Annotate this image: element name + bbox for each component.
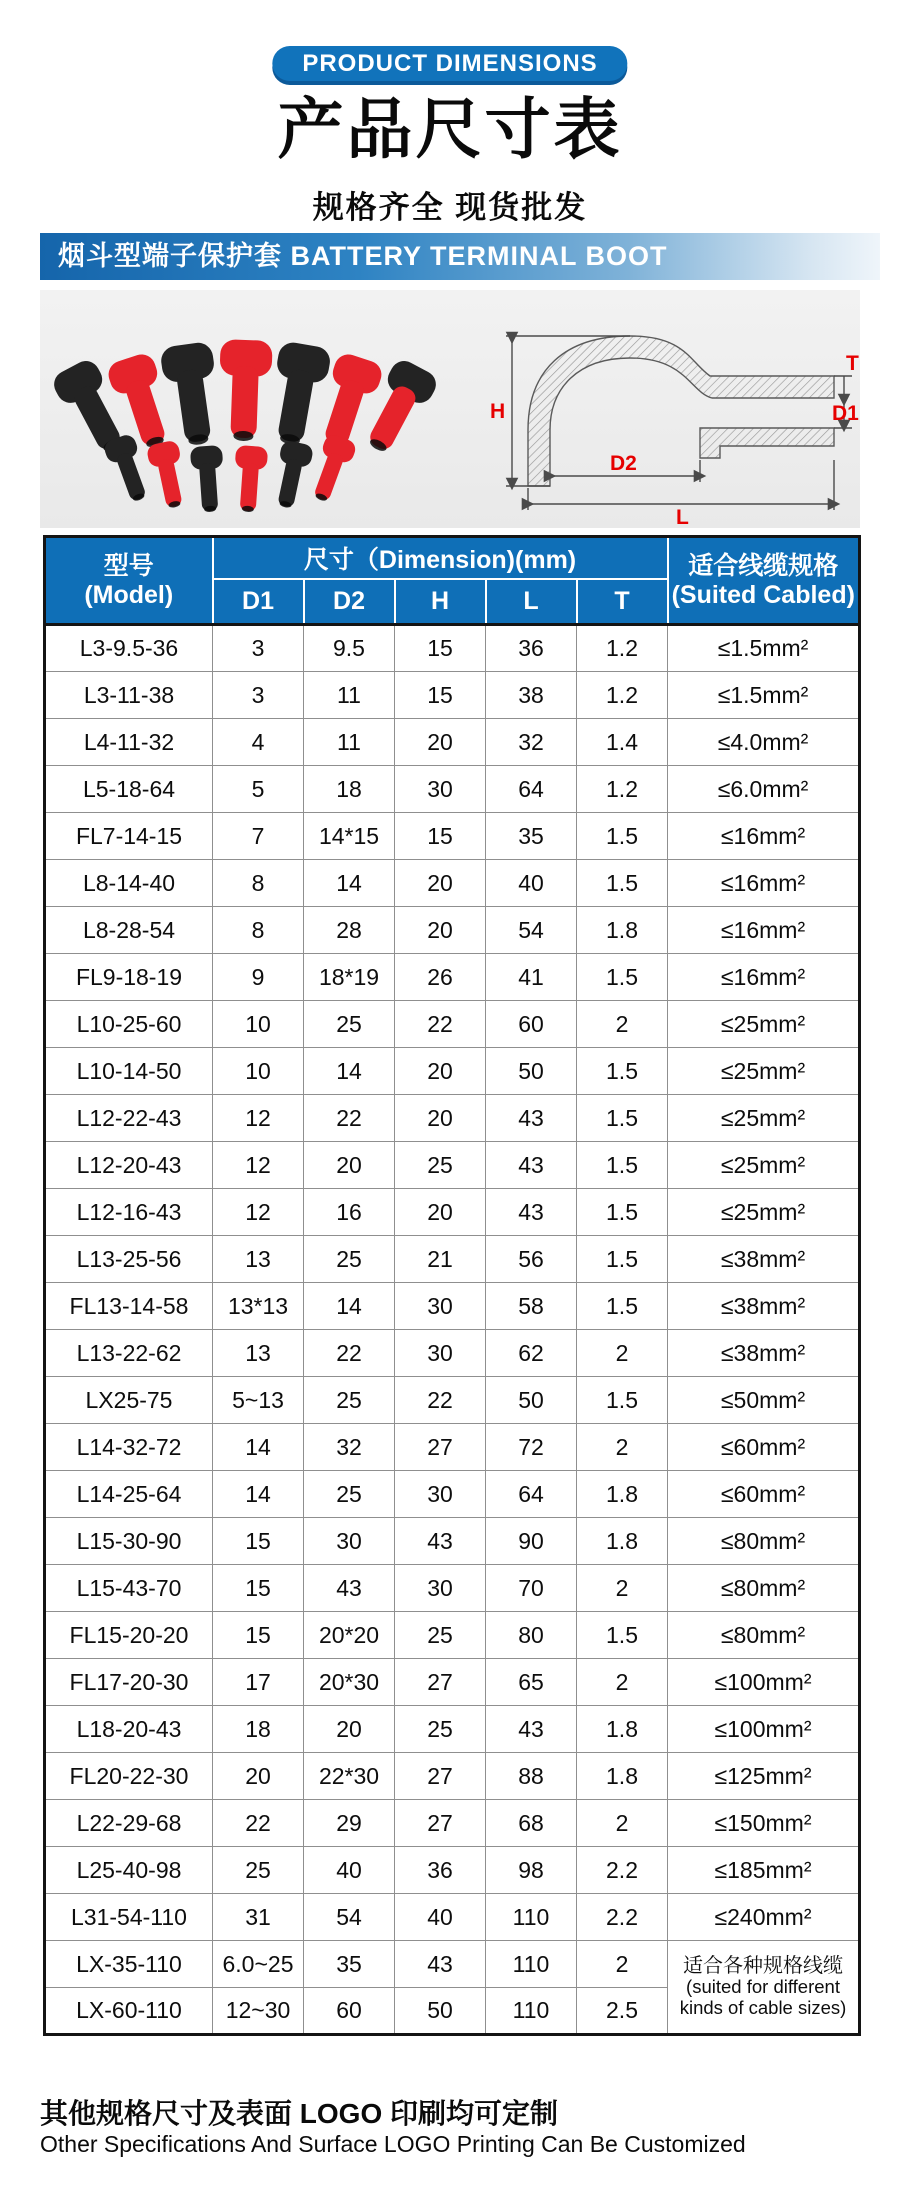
value-cell: 2 bbox=[577, 1659, 668, 1706]
value-cell: 20 bbox=[395, 860, 486, 907]
cable-header-zh: 适合线缆规格 bbox=[688, 551, 839, 580]
value-cell: 20 bbox=[395, 719, 486, 766]
value-cell: 32 bbox=[304, 1424, 395, 1471]
value-cell: 18 bbox=[304, 766, 395, 813]
dimension-diagram bbox=[450, 290, 860, 528]
model-cell: L15-43-70 bbox=[45, 1565, 213, 1612]
table-row bbox=[45, 1565, 860, 1612]
value-cell: ≤25mm² bbox=[668, 1189, 860, 1236]
value-cell: 1.5 bbox=[577, 860, 668, 907]
value-cell: 2.2 bbox=[577, 1847, 668, 1894]
value-cell: 22*30 bbox=[304, 1753, 395, 1800]
value-cell: 13 bbox=[213, 1236, 304, 1283]
dim-label-d2: D2 bbox=[610, 452, 637, 475]
value-cell: 1.5 bbox=[577, 1377, 668, 1424]
model-cell: L14-32-72 bbox=[45, 1424, 213, 1471]
value-cell: 2 bbox=[577, 1800, 668, 1847]
value-cell: 50 bbox=[486, 1048, 577, 1095]
value-cell: 30 bbox=[395, 1565, 486, 1612]
value-cell: ≤38mm² bbox=[668, 1330, 860, 1377]
value-cell: 2.5 bbox=[577, 1988, 668, 2035]
model-cell: L13-25-56 bbox=[45, 1236, 213, 1283]
value-cell: 8 bbox=[213, 907, 304, 954]
value-cell: 2 bbox=[577, 1565, 668, 1612]
value-cell: 58 bbox=[486, 1283, 577, 1330]
value-cell: 2 bbox=[577, 1330, 668, 1377]
model-cell: LX-35-110 bbox=[45, 1941, 213, 1988]
value-cell: 1.5 bbox=[577, 1048, 668, 1095]
table-row bbox=[45, 1189, 860, 1236]
dim-label-l: L bbox=[676, 506, 689, 528]
value-cell: ≤240mm² bbox=[668, 1894, 860, 1941]
value-cell: 15 bbox=[213, 1518, 304, 1565]
value-cell: 60 bbox=[304, 1988, 395, 2035]
table-row bbox=[45, 1048, 860, 1095]
value-cell: 27 bbox=[395, 1659, 486, 1706]
value-cell: 7 bbox=[213, 813, 304, 860]
model-header-zh: 型号 bbox=[103, 551, 154, 580]
table-row bbox=[45, 625, 860, 672]
model-cell: FL20-22-30 bbox=[45, 1753, 213, 1800]
page-subtitle: 规格齐全 现货批发 bbox=[312, 190, 588, 225]
value-cell: 20 bbox=[395, 1095, 486, 1142]
value-cell: 1.8 bbox=[577, 1706, 668, 1753]
value-cell: 20 bbox=[213, 1753, 304, 1800]
table-row bbox=[45, 813, 860, 860]
page-title: 产品尺寸表 bbox=[277, 92, 623, 166]
value-cell: 14 bbox=[213, 1424, 304, 1471]
value-cell: 30 bbox=[304, 1518, 395, 1565]
value-cell: ≤16mm² bbox=[668, 860, 860, 907]
value-cell: 11 bbox=[304, 672, 395, 719]
value-cell: 30 bbox=[395, 1330, 486, 1377]
model-cell: L14-25-64 bbox=[45, 1471, 213, 1518]
value-cell: 70 bbox=[486, 1565, 577, 1612]
value-cell: 20 bbox=[304, 1706, 395, 1753]
value-cell: 65 bbox=[486, 1659, 577, 1706]
value-cell: ≤60mm² bbox=[668, 1471, 860, 1518]
value-cell: 25 bbox=[395, 1706, 486, 1753]
model-cell: L15-30-90 bbox=[45, 1518, 213, 1565]
value-cell: 43 bbox=[304, 1565, 395, 1612]
value-cell: ≤25mm² bbox=[668, 1142, 860, 1189]
spec-table-body bbox=[45, 625, 860, 2035]
value-cell: ≤60mm² bbox=[668, 1424, 860, 1471]
boots-front-row bbox=[102, 432, 358, 513]
boot-upper-wall bbox=[528, 336, 834, 486]
value-cell: 40 bbox=[304, 1847, 395, 1894]
value-cell: 36 bbox=[486, 625, 577, 672]
value-cell: 20 bbox=[395, 907, 486, 954]
table-row bbox=[45, 1706, 860, 1753]
value-cell: 64 bbox=[486, 1471, 577, 1518]
value-cell: 20 bbox=[395, 1048, 486, 1095]
value-cell: 26 bbox=[395, 954, 486, 1001]
model-header-en: (Model) bbox=[84, 580, 174, 609]
value-cell: ≤6.0mm² bbox=[668, 766, 860, 813]
battery-boots-photo bbox=[40, 290, 450, 528]
value-cell: 88 bbox=[486, 1753, 577, 1800]
value-cell: 1.5 bbox=[577, 1142, 668, 1189]
value-cell: 14 bbox=[304, 860, 395, 907]
value-cell: 1.5 bbox=[577, 813, 668, 860]
table-row bbox=[45, 1612, 860, 1659]
value-cell: 90 bbox=[486, 1518, 577, 1565]
value-cell: 56 bbox=[486, 1236, 577, 1283]
model-cell: FL9-18-19 bbox=[45, 954, 213, 1001]
value-cell: 110 bbox=[486, 1941, 577, 1988]
value-cell: ≤16mm² bbox=[668, 813, 860, 860]
table-row bbox=[45, 1330, 860, 1377]
value-cell: 29 bbox=[304, 1800, 395, 1847]
value-cell: 13*13 bbox=[213, 1283, 304, 1330]
value-cell: 72 bbox=[486, 1424, 577, 1471]
model-cell: L3-9.5-36 bbox=[45, 625, 213, 672]
value-cell: 27 bbox=[395, 1800, 486, 1847]
value-cell: ≤80mm² bbox=[668, 1518, 860, 1565]
model-cell: L31-54-110 bbox=[45, 1894, 213, 1941]
value-cell: 2 bbox=[577, 1424, 668, 1471]
value-cell: 25 bbox=[395, 1612, 486, 1659]
value-cell: 31 bbox=[213, 1894, 304, 1941]
model-cell: FL7-14-15 bbox=[45, 813, 213, 860]
dim-col-header: D1 bbox=[213, 579, 304, 625]
value-cell: ≤100mm² bbox=[668, 1706, 860, 1753]
cable-note-line-zh: 适合各种规格线缆 bbox=[683, 1955, 844, 1978]
value-cell: 62 bbox=[486, 1330, 577, 1377]
value-cell: 35 bbox=[486, 813, 577, 860]
spec-table bbox=[43, 535, 861, 2036]
value-cell: ≤80mm² bbox=[668, 1612, 860, 1659]
value-cell: 30 bbox=[395, 1283, 486, 1330]
value-cell: 30 bbox=[395, 766, 486, 813]
value-cell: 43 bbox=[486, 1142, 577, 1189]
model-cell: L12-20-43 bbox=[45, 1142, 213, 1189]
value-cell: ≤4.0mm² bbox=[668, 719, 860, 766]
model-cell: L3-11-38 bbox=[45, 672, 213, 719]
value-cell: ≤185mm² bbox=[668, 1847, 860, 1894]
value-cell: ≤25mm² bbox=[668, 1048, 860, 1095]
cable-note-cell bbox=[668, 1941, 860, 2035]
model-cell: L18-20-43 bbox=[45, 1706, 213, 1753]
value-cell: 54 bbox=[304, 1894, 395, 1941]
dim-label-h: H bbox=[490, 400, 506, 423]
value-cell: ≤38mm² bbox=[668, 1236, 860, 1283]
value-cell: 3 bbox=[213, 625, 304, 672]
value-cell: 9.5 bbox=[304, 625, 395, 672]
model-cell: L10-14-50 bbox=[45, 1048, 213, 1095]
value-cell: 68 bbox=[486, 1800, 577, 1847]
value-cell: 15 bbox=[395, 625, 486, 672]
value-cell: 1.5 bbox=[577, 1283, 668, 1330]
model-cell: L8-28-54 bbox=[45, 907, 213, 954]
value-cell: 6.0~25 bbox=[213, 1941, 304, 1988]
value-cell: 54 bbox=[486, 907, 577, 954]
value-cell: 20 bbox=[395, 1189, 486, 1236]
value-cell: 2 bbox=[577, 1941, 668, 1988]
value-cell: 27 bbox=[395, 1424, 486, 1471]
value-cell: 12~30 bbox=[213, 1988, 304, 2035]
value-cell: 20*30 bbox=[304, 1659, 395, 1706]
table-row bbox=[45, 1236, 860, 1283]
cable-note-line-en: (suited for different bbox=[686, 1976, 840, 1998]
model-cell: L8-14-40 bbox=[45, 860, 213, 907]
value-cell: 18 bbox=[213, 1706, 304, 1753]
dim-label-d1: D1 bbox=[832, 402, 859, 425]
value-cell: 12 bbox=[213, 1189, 304, 1236]
table-row bbox=[45, 1659, 860, 1706]
value-cell: ≤1.5mm² bbox=[668, 625, 860, 672]
dim-label-t: T bbox=[846, 352, 859, 375]
model-cell: L4-11-32 bbox=[45, 719, 213, 766]
value-cell: ≤25mm² bbox=[668, 1001, 860, 1048]
table-row bbox=[45, 672, 860, 719]
value-cell: 80 bbox=[486, 1612, 577, 1659]
value-cell: 14 bbox=[304, 1048, 395, 1095]
model-cell: FL15-20-20 bbox=[45, 1612, 213, 1659]
table-row bbox=[45, 1142, 860, 1189]
model-cell: L10-25-60 bbox=[45, 1001, 213, 1048]
model-cell: LX25-75 bbox=[45, 1377, 213, 1424]
value-cell: 22 bbox=[395, 1377, 486, 1424]
value-cell: 43 bbox=[486, 1095, 577, 1142]
value-cell: 14 bbox=[304, 1283, 395, 1330]
value-cell: 12 bbox=[213, 1142, 304, 1189]
value-cell: 1.5 bbox=[577, 1612, 668, 1659]
value-cell: ≤38mm² bbox=[668, 1283, 860, 1330]
value-cell: 25 bbox=[304, 1001, 395, 1048]
value-cell: 12 bbox=[213, 1095, 304, 1142]
value-cell: ≤16mm² bbox=[668, 954, 860, 1001]
section-banner: 烟斗型端子保护套 BATTERY TERMINAL BOOT bbox=[40, 233, 880, 280]
model-cell: L12-16-43 bbox=[45, 1189, 213, 1236]
dim-col-header: T bbox=[577, 579, 668, 625]
table-row bbox=[45, 1941, 860, 1988]
value-cell: 22 bbox=[304, 1095, 395, 1142]
value-cell: 4 bbox=[213, 719, 304, 766]
model-cell: L12-22-43 bbox=[45, 1095, 213, 1142]
value-cell: 43 bbox=[395, 1518, 486, 1565]
model-cell: LX-60-110 bbox=[45, 1988, 213, 2035]
table-row bbox=[45, 1518, 860, 1565]
value-cell: 38 bbox=[486, 672, 577, 719]
table-row bbox=[45, 1894, 860, 1941]
value-cell: 9 bbox=[213, 954, 304, 1001]
table-row bbox=[45, 1471, 860, 1518]
value-cell: 18*19 bbox=[304, 954, 395, 1001]
dim-col-header: L bbox=[486, 579, 577, 625]
value-cell: 1.2 bbox=[577, 672, 668, 719]
value-cell: 2 bbox=[577, 1001, 668, 1048]
table-row bbox=[45, 907, 860, 954]
value-cell: 21 bbox=[395, 1236, 486, 1283]
value-cell: ≤1.5mm² bbox=[668, 672, 860, 719]
value-cell: 43 bbox=[486, 1189, 577, 1236]
model-cell: L22-29-68 bbox=[45, 1800, 213, 1847]
product-dimensions-badge: PRODUCT DIMENSIONS bbox=[272, 46, 627, 81]
value-cell: 3 bbox=[213, 672, 304, 719]
value-cell: ≤50mm² bbox=[668, 1377, 860, 1424]
table-row bbox=[45, 1095, 860, 1142]
value-cell: 11 bbox=[304, 719, 395, 766]
value-cell: 41 bbox=[486, 954, 577, 1001]
value-cell: 1.5 bbox=[577, 954, 668, 1001]
value-cell: 25 bbox=[304, 1471, 395, 1518]
dimension-group-header: 尺寸（Dimension)(mm) bbox=[213, 537, 668, 579]
footer-note-en: Other Specifications And Surface LOGO Printing Can Be Customized bbox=[40, 2131, 746, 2157]
value-cell: 22 bbox=[213, 1800, 304, 1847]
value-cell: 22 bbox=[395, 1001, 486, 1048]
value-cell: 1.5 bbox=[577, 1189, 668, 1236]
value-cell: 14 bbox=[213, 1471, 304, 1518]
value-cell: ≤16mm² bbox=[668, 907, 860, 954]
value-cell: 43 bbox=[486, 1706, 577, 1753]
value-cell: 15 bbox=[395, 813, 486, 860]
value-cell: ≤100mm² bbox=[668, 1659, 860, 1706]
model-column-header bbox=[45, 537, 213, 625]
value-cell: 35 bbox=[304, 1941, 395, 1988]
value-cell: 40 bbox=[486, 860, 577, 907]
value-cell: 28 bbox=[304, 907, 395, 954]
value-cell: 20 bbox=[304, 1142, 395, 1189]
value-cell: 43 bbox=[395, 1941, 486, 1988]
value-cell: 22 bbox=[304, 1330, 395, 1377]
table-row bbox=[45, 719, 860, 766]
value-cell: 1.2 bbox=[577, 766, 668, 813]
value-cell: 14*15 bbox=[304, 813, 395, 860]
value-cell: 110 bbox=[486, 1988, 577, 2035]
value-cell: 50 bbox=[486, 1377, 577, 1424]
table-row bbox=[45, 1283, 860, 1330]
table-row bbox=[45, 1424, 860, 1471]
cable-column-header bbox=[668, 537, 860, 625]
table-row bbox=[45, 1001, 860, 1048]
table-row bbox=[45, 1377, 860, 1424]
value-cell: 1.8 bbox=[577, 1518, 668, 1565]
value-cell: ≤150mm² bbox=[668, 1800, 860, 1847]
value-cell: 25 bbox=[304, 1236, 395, 1283]
value-cell: ≤25mm² bbox=[668, 1095, 860, 1142]
value-cell: 60 bbox=[486, 1001, 577, 1048]
boot-lower-wall bbox=[700, 428, 834, 458]
value-cell: 10 bbox=[213, 1001, 304, 1048]
value-cell: 1.8 bbox=[577, 1471, 668, 1518]
media-strip bbox=[40, 290, 860, 528]
value-cell: 15 bbox=[213, 1612, 304, 1659]
model-cell: FL17-20-30 bbox=[45, 1659, 213, 1706]
value-cell: 1.8 bbox=[577, 1753, 668, 1800]
value-cell: 40 bbox=[395, 1894, 486, 1941]
value-cell: ≤80mm² bbox=[668, 1565, 860, 1612]
value-cell: 2.2 bbox=[577, 1894, 668, 1941]
table-row bbox=[45, 860, 860, 907]
table-row bbox=[45, 1753, 860, 1800]
value-cell: 1.8 bbox=[577, 907, 668, 954]
value-cell: 27 bbox=[395, 1753, 486, 1800]
model-cell: L5-18-64 bbox=[45, 766, 213, 813]
table-row bbox=[45, 1800, 860, 1847]
table-row bbox=[45, 1847, 860, 1894]
table-row bbox=[45, 766, 860, 813]
dim-col-header: D2 bbox=[304, 579, 395, 625]
value-cell: 50 bbox=[395, 1988, 486, 2035]
dim-col-header: H bbox=[395, 579, 486, 625]
value-cell: 20*20 bbox=[304, 1612, 395, 1659]
value-cell: ≤125mm² bbox=[668, 1753, 860, 1800]
cable-note-line-en: kinds of cable sizes) bbox=[679, 1997, 847, 2019]
value-cell: 5~13 bbox=[213, 1377, 304, 1424]
model-cell: FL13-14-58 bbox=[45, 1283, 213, 1330]
value-cell: 110 bbox=[486, 1894, 577, 1941]
value-cell: 25 bbox=[213, 1847, 304, 1894]
value-cell: 36 bbox=[395, 1847, 486, 1894]
value-cell: 64 bbox=[486, 766, 577, 813]
value-cell: 10 bbox=[213, 1048, 304, 1095]
value-cell: 13 bbox=[213, 1330, 304, 1377]
model-cell: L25-40-98 bbox=[45, 1847, 213, 1894]
value-cell: 1.2 bbox=[577, 625, 668, 672]
value-cell: 15 bbox=[395, 672, 486, 719]
value-cell: 1.5 bbox=[577, 1095, 668, 1142]
value-cell: 1.5 bbox=[577, 1236, 668, 1283]
cable-header-en: (Suited Cabled) bbox=[671, 580, 855, 609]
value-cell: 8 bbox=[213, 860, 304, 907]
model-cell: L13-22-62 bbox=[45, 1330, 213, 1377]
value-cell: 98 bbox=[486, 1847, 577, 1894]
table-row bbox=[45, 954, 860, 1001]
value-cell: 30 bbox=[395, 1471, 486, 1518]
value-cell: 25 bbox=[304, 1377, 395, 1424]
value-cell: 16 bbox=[304, 1189, 395, 1236]
value-cell: 5 bbox=[213, 766, 304, 813]
value-cell: 25 bbox=[395, 1142, 486, 1189]
value-cell: 15 bbox=[213, 1565, 304, 1612]
value-cell: 1.4 bbox=[577, 719, 668, 766]
value-cell: 32 bbox=[486, 719, 577, 766]
value-cell: 17 bbox=[213, 1659, 304, 1706]
footer-note-zh: 其他规格尺寸及表面 LOGO 印刷均可定制 bbox=[40, 2098, 559, 2129]
